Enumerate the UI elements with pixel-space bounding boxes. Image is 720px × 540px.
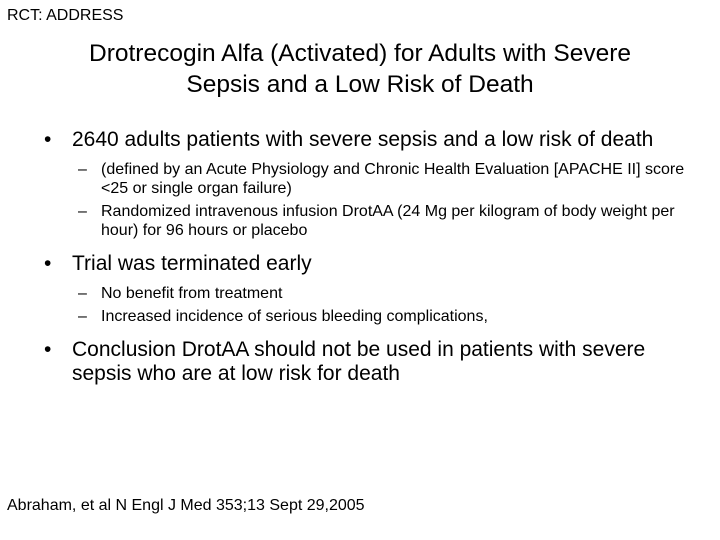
sub-bullet-item bbox=[0, 284, 720, 303]
sub-bullet-text: Randomized intravenous infusion DrotAA (24 Mg per kilogram of body weight per hour) for 96 hours or placebo bbox=[101, 203, 675, 239]
sub-bullet-marker: – bbox=[78, 285, 87, 302]
sub-bullet-marker: – bbox=[78, 308, 87, 325]
bullet-text: Conclusion DrotAA should not be used in patients with severe sepsis who are at low risk for death bbox=[72, 338, 646, 385]
citation: Abraham, et al N Engl J Med 353;13 Sept 29,2005 bbox=[7, 497, 365, 514]
sub-bullet-item bbox=[0, 160, 720, 198]
title-line-1: Drotrecogin Alfa (Activated) for Adults with Severe bbox=[89, 40, 631, 67]
bullet-item bbox=[0, 128, 720, 152]
bullet-marker: • bbox=[44, 128, 52, 151]
bullet-text: Trial was terminated early bbox=[72, 252, 312, 275]
header-tag: RCT: ADDRESS bbox=[7, 7, 124, 24]
sub-bullet-text: Increased incidence of serious bleeding complications, bbox=[101, 308, 488, 325]
bullet-item bbox=[0, 338, 720, 386]
sub-bullet-item bbox=[0, 202, 720, 240]
bullet-list bbox=[0, 128, 720, 386]
sub-bullet-marker: – bbox=[78, 161, 87, 178]
bullet-text: 2640 adults patients with severe sepsis and a low risk of death bbox=[72, 128, 654, 151]
sub-bullet-text: No benefit from treatment bbox=[101, 285, 283, 302]
sub-bullet-text: (defined by an Acute Physiology and Chronic Health Evaluation [APACHE II] score <25 or single organ failure) bbox=[101, 161, 685, 197]
bullet-marker: • bbox=[44, 338, 52, 361]
sub-bullet-marker: – bbox=[78, 203, 87, 220]
sub-bullet-item bbox=[0, 307, 720, 326]
title-line-2: Sepsis and a Low Risk of Death bbox=[186, 71, 534, 98]
bullet-item bbox=[0, 252, 720, 276]
slide-title bbox=[20, 38, 700, 100]
bullet-marker: • bbox=[44, 252, 52, 275]
